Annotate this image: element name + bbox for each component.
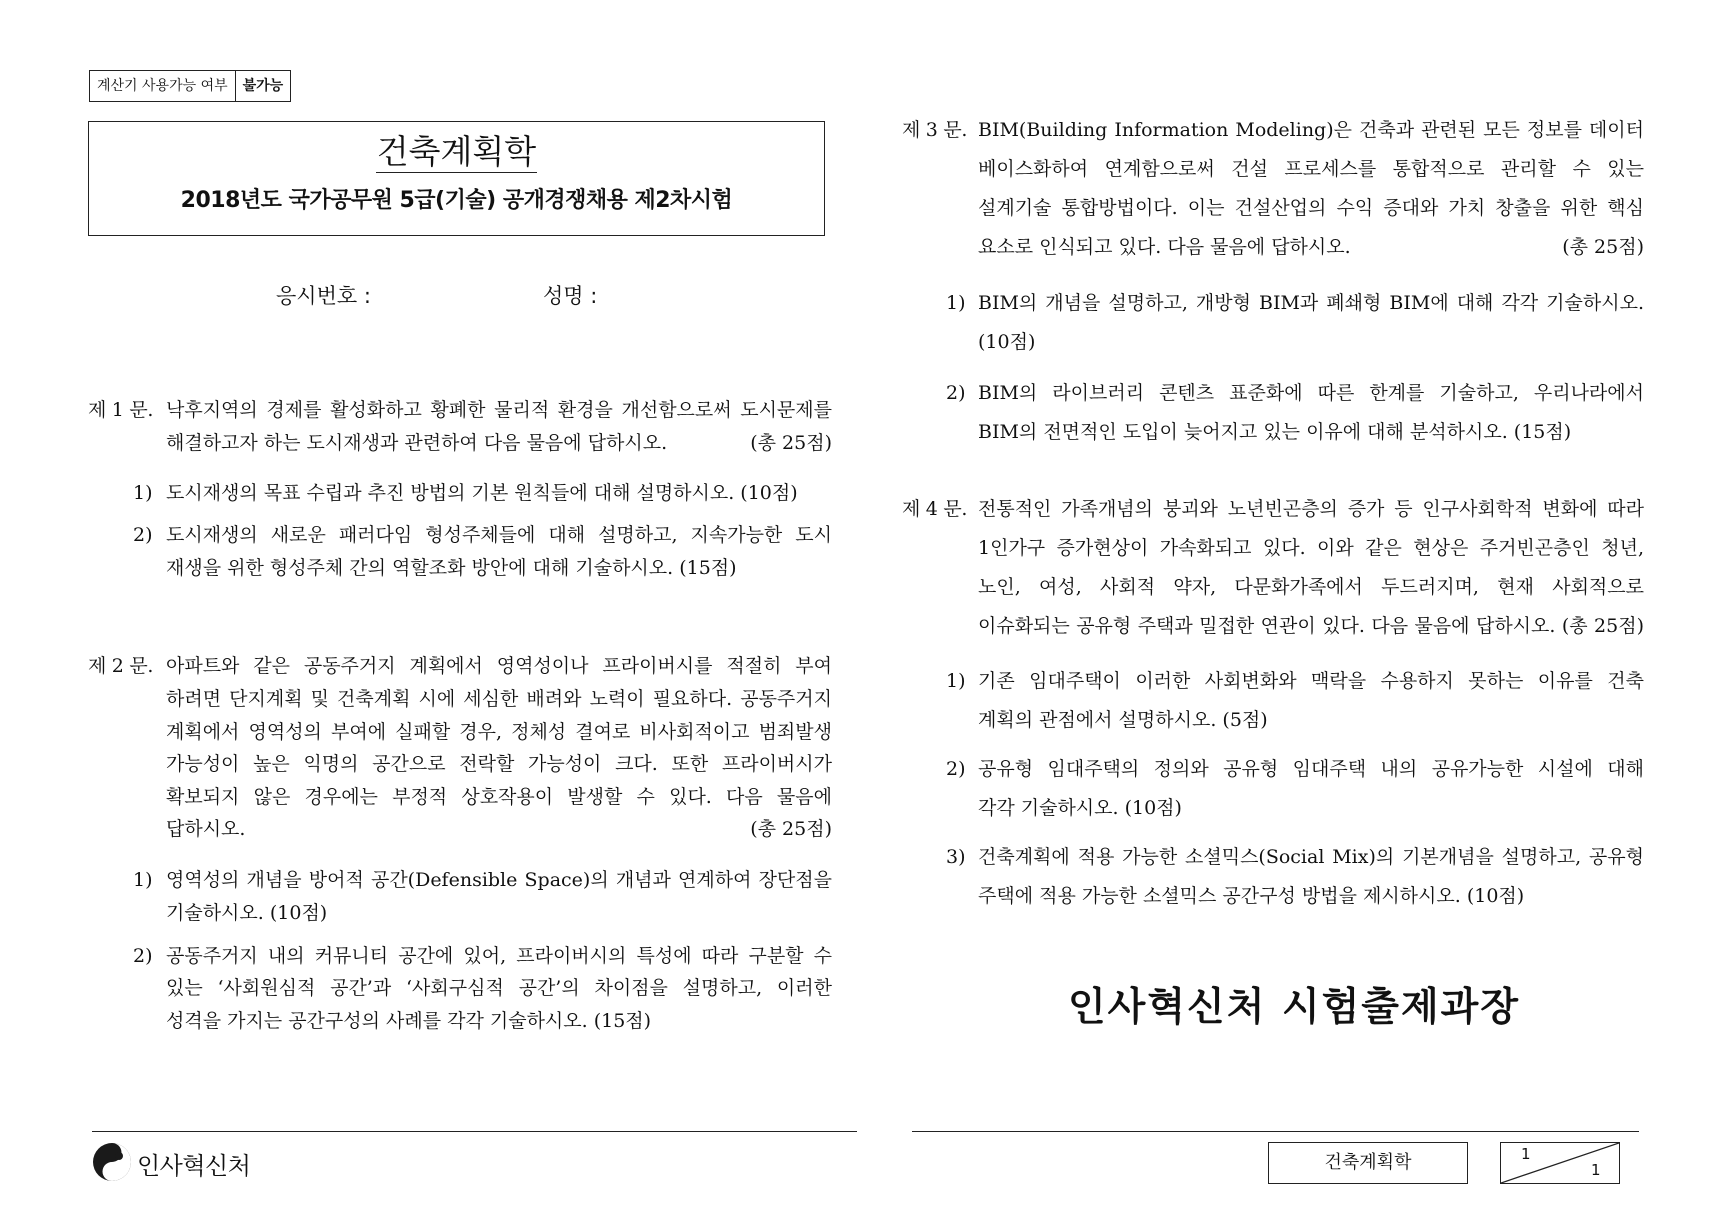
q4-sub2-num: 2) bbox=[946, 758, 966, 780]
q1-sub1-line: 도시재생의 목표 수립과 추진 방법의 기본 원칙들에 대해 설명하시오. (10점) bbox=[166, 482, 798, 504]
q2-sub2-line: 있는 ‘사회원심적 공간’과 ‘사회구심적 공간’의 차이점을 설명하고, 이러한 bbox=[166, 977, 832, 999]
q1-sub2-num: 2) bbox=[133, 524, 153, 546]
question-1-line: 해결하고자 하는 도시재생과 관련하여 다음 물음에 답하시오. bbox=[166, 432, 668, 454]
agency-logo-icon bbox=[92, 1142, 132, 1182]
question-2-line: 가능성이 높은 익명의 공간으로 전락할 가능성이 크다. 또한 프라이버시가 bbox=[166, 753, 832, 775]
q4-sub2-line: 공유형 임대주택의 정의와 공유형 임대주택 내의 공유가능한 시설에 대해 bbox=[978, 758, 1644, 780]
q1-sub2-line: 재생을 위한 형성주체 간의 역할조화 방안에 대해 기술하시오. (15점) bbox=[166, 557, 737, 579]
q1-sub1-num: 1) bbox=[133, 482, 153, 504]
q4-sub1-num: 1) bbox=[946, 670, 966, 692]
exam-title-box bbox=[88, 121, 825, 236]
question-4-line: 노인, 여성, 사회적 약자, 다문화가족에서 두드러지며, 현재 사회적으로 bbox=[978, 576, 1644, 598]
q4-sub3-line: 건축계획에 적용 가능한 소셜믹스(Social Mix)의 기본개념을 설명하고, 공유형 bbox=[978, 846, 1644, 868]
question-2-line: 확보되지 않은 경우에는 부정적 상호작용이 발생할 수 있다. 다음 물음에 bbox=[166, 786, 832, 808]
page-divider-line bbox=[1501, 1143, 1619, 1183]
calculator-value: 불가능 bbox=[235, 71, 291, 101]
q2-sub2-num: 2) bbox=[133, 945, 153, 967]
question-2-line: 하려면 단지계획 및 건축계획 시에 세심한 배려와 노력이 필요하다. 공동주거지 bbox=[166, 688, 832, 710]
footer-rule-left bbox=[92, 1131, 857, 1132]
question-3-line: BIM(Building Information Modeling)은 건축과 관련된 모든 정보를 데이터 bbox=[978, 119, 1644, 141]
examinee-number-label: 응시번호 : bbox=[276, 284, 371, 308]
q3-sub2-num: 2) bbox=[946, 382, 966, 404]
page-total: 1 bbox=[1591, 1161, 1601, 1179]
q4-sub1-line: 기존 임대주택이 이러한 사회변화와 맥락을 수용하지 못하는 이유를 건축 bbox=[978, 670, 1644, 692]
question-2-line: 답하시오. bbox=[166, 818, 246, 840]
agency-signature: 인사혁신처 시험출제과장 bbox=[1068, 984, 1520, 1030]
question-4-line: 이슈화되는 공유형 주택과 밀접한 연관이 있다. 다음 물음에 답하시오. (총 25점) bbox=[978, 615, 1644, 637]
q4-sub1-line: 계획의 관점에서 설명하시오. (5점) bbox=[978, 709, 1268, 731]
q2-sub1-line: 영역성의 개념을 방어적 공간(Defensible Space)의 개념과 연계하여 장단점을 bbox=[166, 869, 832, 891]
question-3-line: 요소로 인식되고 있다. 다음 물음에 답하시오. bbox=[978, 236, 1351, 258]
examinee-name-label: 성명 : bbox=[543, 284, 598, 308]
q3-sub1-line: (10점) bbox=[978, 331, 1036, 353]
q2-sub1-line: 기술하시오. (10점) bbox=[166, 902, 328, 924]
agency-logo-text: 인사혁신처 bbox=[137, 1152, 251, 1180]
question-3-points: (총 25점) bbox=[1562, 236, 1644, 258]
q2-sub1-num: 1) bbox=[133, 869, 153, 891]
footer-rule-right bbox=[912, 1131, 1639, 1132]
q2-sub2-line: 성격을 가지는 공간구성의 사례를 각각 기술하시오. (15점) bbox=[166, 1010, 652, 1032]
page-current: 1 bbox=[1521, 1145, 1531, 1163]
question-2-points: (총 25점) bbox=[750, 818, 832, 840]
q2-sub2-line: 공동주거지 내의 커뮤니티 공간에 있어, 프라이버시의 특성에 따라 구분할 수 bbox=[166, 945, 832, 967]
q1-sub2-line: 도시재생의 새로운 패러다임 형성주체들에 대해 설명하고, 지속가능한 도시 bbox=[166, 524, 832, 546]
calculator-usage-box bbox=[89, 70, 291, 102]
q3-sub1-line: BIM의 개념을 설명하고, 개방형 BIM과 폐쇄형 BIM에 대해 각각 기술하시오. bbox=[978, 292, 1644, 314]
question-3-line: 설계기술 통합방법이다. 이는 건설산업의 수익 증대와 가치 창출을 위한 핵심 bbox=[978, 197, 1644, 219]
q4-sub3-num: 3) bbox=[946, 846, 966, 868]
q3-sub2-line: BIM의 전면적인 도입이 늦어지고 있는 이유에 대해 분석하시오. (15점) bbox=[978, 421, 1572, 443]
question-3-head: 제 3 문. bbox=[902, 119, 968, 141]
q3-sub1-num: 1) bbox=[946, 292, 966, 314]
q4-sub3-line: 주택에 적용 가능한 소셜믹스 공간구성 방법을 제시하시오. (10점) bbox=[978, 885, 1525, 907]
calculator-label: 계산기 사용가능 여부 bbox=[97, 78, 228, 94]
question-4-line: 전통적인 가족개념의 붕괴와 노년빈곤층의 증가 등 인구사회학적 변화에 따라 bbox=[978, 498, 1644, 520]
question-4-line: 1인가구 증가현상이 가속화되고 있다. 이와 같은 현상은 주거빈곤층인 청년, bbox=[978, 537, 1644, 559]
question-2-line: 아파트와 같은 공동주거지 계획에서 영역성이나 프라이버시를 적절히 부여 bbox=[166, 655, 832, 677]
q3-sub2-line: BIM의 라이브러리 콘텐츠 표준화에 따른 한계를 기술하고, 우리나라에서 bbox=[978, 382, 1644, 404]
footer-page-box bbox=[1500, 1142, 1620, 1184]
exam-subtitle: 2018년도 국가공무원 5급(기술) 공개경쟁채용 제2차시험 bbox=[180, 188, 733, 213]
question-4-head: 제 4 문. bbox=[902, 498, 968, 520]
question-1-points: (총 25점) bbox=[750, 432, 832, 454]
question-2-head: 제 2 문. bbox=[88, 655, 154, 677]
q4-sub2-line: 각각 기술하시오. (10점) bbox=[978, 797, 1182, 819]
question-3-line: 베이스화하여 연계함으로써 건설 프로세스를 통합적으로 관리할 수 있는 bbox=[978, 158, 1644, 180]
footer-subject-box: 건축계획학 bbox=[1268, 1142, 1468, 1184]
question-1-line: 낙후지역의 경제를 활성화하고 황폐한 물리적 환경을 개선함으로써 도시문제를 bbox=[166, 399, 832, 421]
question-2-line: 계획에서 영역성의 부여에 실패할 경우, 정체성 결여로 비사회적이고 범죄발생 bbox=[166, 721, 832, 743]
question-1-head: 제 1 문. bbox=[88, 399, 154, 421]
exam-subject-title: 건축계획학 bbox=[376, 132, 537, 171]
